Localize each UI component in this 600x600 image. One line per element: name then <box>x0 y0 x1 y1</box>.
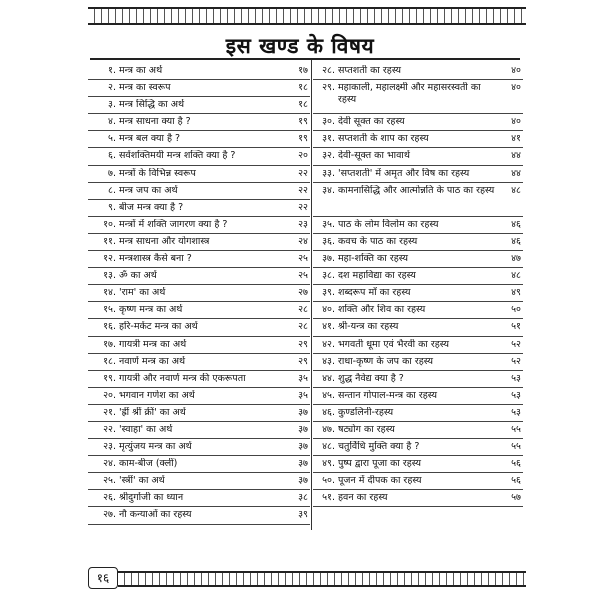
toc-entry-number: ९. <box>108 201 116 213</box>
toc-entry <box>313 371 523 388</box>
toc-entry-title: मन्त्र का अर्थ <box>119 65 163 76</box>
toc-entry <box>313 319 523 336</box>
toc-entry-page: ३५ <box>298 389 308 401</box>
toc-entry-page: २२ <box>298 167 308 179</box>
toc-entry <box>313 490 523 507</box>
toc-entry-number: १८. <box>103 355 116 367</box>
toc-entry-page: ३८ <box>298 492 308 504</box>
toc-entry <box>88 183 310 200</box>
toc-entry-number: २३. <box>103 441 116 453</box>
toc-entry-page: ४० <box>511 116 521 128</box>
toc-entry-number: २६. <box>103 492 116 504</box>
toc-entry-title: मन्त्रों में शक्ति जागरण क्या है ? <box>119 218 228 230</box>
toc-entry <box>313 405 523 422</box>
toc-entry-number: ११. <box>103 235 116 247</box>
toc-entry-number: १. <box>108 65 116 76</box>
toc-entry <box>313 148 523 165</box>
toc-entry-number: ३५. <box>322 218 335 230</box>
toc-entry-title: नवार्ण मन्त्र का अर्थ <box>119 355 186 367</box>
toc-entry <box>88 490 310 507</box>
toc-entry-number: ३२. <box>322 150 335 162</box>
toc-entry-title: मन्त्रों के विभिन्न स्वरूप <box>119 167 196 179</box>
toc-entry-title: 'राम' का अर्थ <box>119 287 166 299</box>
toc-entry-title: मन्त्र जप का अर्थ <box>119 184 178 196</box>
toc-entry-page: ५३ <box>511 406 521 418</box>
toc-entry <box>313 456 523 473</box>
toc-entry-number: ४१. <box>322 321 335 333</box>
toc-entry-number: ३६. <box>322 235 335 247</box>
toc-entry-title: भगवान गणेश का अर्थ <box>119 389 195 401</box>
toc-entry-number: ४७. <box>322 423 335 435</box>
toc-entry <box>88 302 310 319</box>
toc-entry <box>313 183 523 217</box>
toc-entry-number: १३. <box>103 270 116 282</box>
right-contents-column <box>313 63 523 507</box>
toc-entry-page: ३७ <box>298 458 308 470</box>
toc-entry <box>313 234 523 251</box>
toc-entry-page: १८ <box>298 99 308 111</box>
toc-entry-title: गायत्री और नवार्ण मन्त्र की एकरूपता <box>119 372 246 384</box>
toc-entry <box>88 371 310 388</box>
toc-entry-number: ३. <box>108 99 116 111</box>
left-contents-column <box>88 63 310 525</box>
toc-entry-number: २४. <box>103 458 116 470</box>
toc-entry <box>88 319 310 336</box>
toc-entry-page: २९ <box>298 355 308 367</box>
toc-entry-number: १७. <box>103 338 116 350</box>
toc-entry-title: कामनासिद्धि और आत्मोन्नति के पाठ का रहस्य <box>338 184 495 196</box>
toc-entry-title: मन्त्र बल क्या है ? <box>119 133 181 145</box>
toc-entry-page: ५६ <box>511 458 521 470</box>
toc-entry-title: 'स्वाहा' का अर्थ <box>119 423 173 435</box>
toc-entry-title: मन्त्र साधना क्या है ? <box>119 116 191 128</box>
toc-entry-page: २० <box>298 150 308 162</box>
toc-entry <box>88 456 310 473</box>
toc-entry-page: ३७ <box>298 475 308 487</box>
toc-entry-number: २. <box>108 82 116 94</box>
toc-entry <box>313 251 523 268</box>
toc-entry-number: २७. <box>103 509 116 521</box>
toc-entry-page: २७ <box>298 287 308 299</box>
toc-entry-number: ५१. <box>322 492 335 504</box>
toc-entry-title: सर्वशक्तिमयी मन्त्र शक्ति क्या है ? <box>119 150 236 162</box>
toc-entry <box>313 439 523 456</box>
toc-entry <box>88 439 310 456</box>
toc-entry-title: शक्ति और शिव का रहस्य <box>338 304 426 316</box>
toc-entry-page: ४६ <box>511 235 521 247</box>
toc-entry-title: महाकाली, महालक्ष्मी और महासरस्वती का रहस्य <box>338 82 481 106</box>
toc-entry-title: सन्तान गोपाल-मन्त्र का रहस्य <box>338 389 437 401</box>
toc-entry <box>88 114 310 131</box>
toc-entry-number: ४२. <box>322 338 335 350</box>
toc-entry-number: २०. <box>103 389 116 401</box>
toc-entry-title: बीज मन्त्र क्या है ? <box>119 201 184 213</box>
toc-entry-page: २९ <box>298 338 308 350</box>
toc-entry <box>88 268 310 285</box>
toc-entry-page: १९ <box>298 133 308 145</box>
toc-entry-page: ५३ <box>511 389 521 401</box>
toc-entry-title: 'सप्तशती' में अमृत और विष का रहस्य <box>338 167 470 179</box>
title-divider <box>90 58 520 60</box>
toc-entry <box>88 234 310 251</box>
toc-entry-title: दश महाविद्या का रहस्य <box>338 270 416 282</box>
toc-entry-number: १९. <box>103 372 116 384</box>
toc-entry-page: ४९ <box>511 287 521 299</box>
toc-entry-page: २२ <box>298 184 308 196</box>
toc-entry-number: ३०. <box>322 116 335 128</box>
column-divider <box>311 60 312 530</box>
toc-entry-page: ४६ <box>511 218 521 230</box>
toc-entry-title: मन्त्रशास्त्र कैसे बना ? <box>119 253 192 265</box>
toc-entry-page: ४८ <box>511 270 521 282</box>
toc-entry-title: देवी-सूक्त का भावार्थ <box>338 150 410 162</box>
toc-entry-page: ५२ <box>511 355 521 367</box>
toc-entry-title: मन्त्र साधना और योगशास्त्र <box>119 235 210 247</box>
toc-entry <box>313 114 523 131</box>
toc-entry <box>88 97 310 114</box>
toc-entry-title: नौ कन्याओं का रहस्य <box>119 509 192 521</box>
toc-entry-title: कृष्ण मन्त्र का अर्थ <box>119 304 183 316</box>
toc-entry-number: २९. <box>322 82 335 94</box>
toc-entry-page: १७ <box>298 65 308 76</box>
toc-entry-number: ४५. <box>322 389 335 401</box>
toc-entry-number: ४. <box>108 116 116 128</box>
toc-entry-number: ३३. <box>322 167 335 179</box>
toc-entry-title: देवी सूक्त का रहस्य <box>338 116 405 128</box>
toc-entry-number: २१. <box>103 406 116 418</box>
toc-entry-page: ५१ <box>511 321 521 333</box>
toc-entry-page: ४१ <box>511 133 521 145</box>
toc-entry-page: ५० <box>511 304 521 316</box>
toc-entry-title: शब्दरूप माँ का रहस्य <box>338 287 411 299</box>
toc-entry-title: मन्त्र सिद्धि का अर्थ <box>119 99 185 111</box>
toc-entry <box>88 251 310 268</box>
toc-entry-number: २५. <box>103 475 116 487</box>
toc-entry-page: ५५ <box>511 423 521 435</box>
toc-entry-title: श्रीदुर्गाजी का ध्यान <box>119 492 184 504</box>
toc-entry-page: ४४ <box>511 167 521 179</box>
toc-entry-page: ३७ <box>298 406 308 418</box>
toc-entry <box>88 80 310 97</box>
toc-entry <box>313 166 523 183</box>
top-decorative-border <box>88 7 526 25</box>
toc-entry <box>313 268 523 285</box>
toc-entry-number: ३९. <box>322 287 335 299</box>
toc-entry-title: मन्त्र का स्वरूप <box>119 82 171 94</box>
toc-entry <box>88 507 310 524</box>
toc-entry <box>88 422 310 439</box>
toc-entry <box>88 217 310 234</box>
toc-entry-page: ३७ <box>298 441 308 453</box>
toc-entry <box>88 473 310 490</box>
toc-entry-number: ५०. <box>322 475 335 487</box>
toc-entry-title: कुण्डलिनी-रहस्य <box>338 406 394 418</box>
toc-entry <box>88 285 310 302</box>
toc-entry-page: २८ <box>298 304 308 316</box>
toc-entry-number: ५. <box>108 133 116 145</box>
bottom-decorative-border <box>118 571 526 587</box>
toc-entry-title: चतुर्विधि मुक्ति क्या है ? <box>338 441 420 453</box>
toc-entry-title: 'ह्रीं श्रीं क्रीं' का अर्थ <box>119 406 186 418</box>
toc-entry-title: शुद्ध नैवेद्य क्या है ? <box>338 372 404 384</box>
toc-entry-page: २५ <box>298 270 308 282</box>
toc-entry-number: ३१. <box>322 133 335 145</box>
toc-entry-title: पुष्प द्वारा पूजा का रहस्य <box>338 458 421 470</box>
toc-entry <box>313 354 523 371</box>
toc-entry-page: ३५ <box>298 372 308 384</box>
toc-entry-page: ४८ <box>511 184 521 196</box>
toc-entry-page: १८ <box>298 82 308 94</box>
toc-entry <box>88 131 310 148</box>
toc-entry-number: २२. <box>103 423 116 435</box>
toc-entry-page: २८ <box>298 321 308 333</box>
toc-entry-title: कवच के पाठ का रहस्य <box>338 235 418 247</box>
toc-entry-page: ४० <box>511 82 521 94</box>
toc-entry <box>313 473 523 490</box>
toc-entry-title: सप्तशती का रहस्य <box>338 65 402 76</box>
toc-entry-title: श्री-यन्त्र का रहस्य <box>338 321 399 333</box>
toc-entry <box>313 285 523 302</box>
toc-entry-page: ५७ <box>511 492 521 504</box>
toc-entry-page: ३७ <box>298 423 308 435</box>
toc-entry-number: ८. <box>108 184 116 196</box>
toc-entry-number: ४९. <box>322 458 335 470</box>
toc-entry <box>313 80 523 114</box>
toc-entry <box>88 166 310 183</box>
toc-entry-page: ५३ <box>511 372 521 384</box>
toc-entry-title: सप्तशती के शाप का रहस्य <box>338 133 429 145</box>
toc-entry-number: १०. <box>103 218 116 230</box>
toc-entry-title: काम-बीज (क्लीं) <box>119 458 178 470</box>
toc-entry-title: गायत्री मन्त्र का अर्थ <box>119 338 187 350</box>
toc-entry <box>88 337 310 354</box>
toc-entry-number: ४८. <box>322 441 335 453</box>
toc-entry-page: २२ <box>298 201 308 213</box>
toc-entry <box>88 200 310 217</box>
toc-entry-number: १६. <box>103 321 116 333</box>
toc-entry-page: ४० <box>511 65 521 76</box>
toc-entry-page: १९ <box>298 116 308 128</box>
toc-entry <box>313 217 523 234</box>
toc-entry-title: 'स्त्रीं' का अर्थ <box>119 475 165 487</box>
toc-entry-number: २८. <box>322 65 335 76</box>
toc-entry-page: ५५ <box>511 441 521 453</box>
toc-entry-title: पूजन में दीपक का रहस्य <box>338 475 422 487</box>
toc-entry <box>88 148 310 165</box>
toc-entry-page: ४७ <box>511 253 521 265</box>
toc-entry-number: ४६. <box>322 406 335 418</box>
page-number: १६ <box>88 567 118 589</box>
toc-entry-number: १४. <box>103 287 116 299</box>
toc-entry <box>88 388 310 405</box>
toc-entry <box>88 405 310 422</box>
toc-entry-title: भगवती धूमा एवं भैरवी का रहस्य <box>338 338 450 350</box>
toc-entry-page: ३९ <box>298 509 308 521</box>
toc-entry-number: ६. <box>108 150 116 162</box>
toc-entry-page: २४ <box>298 235 308 247</box>
toc-entry <box>313 422 523 439</box>
toc-entry <box>313 337 523 354</box>
toc-entry-title: महा-शक्ति का रहस्य <box>338 253 408 265</box>
toc-entry-number: ४४. <box>322 372 335 384</box>
toc-entry-number: ३४. <box>322 184 335 196</box>
toc-entry-number: ३७. <box>322 253 335 265</box>
toc-entry-number: ३८. <box>322 270 335 282</box>
toc-entry <box>313 131 523 148</box>
toc-entry-title: ॐ का अर्थ <box>119 270 157 282</box>
toc-entry-page: ५६ <box>511 475 521 487</box>
toc-entry <box>88 63 310 80</box>
toc-entry-title: हवन का रहस्य <box>338 492 388 504</box>
toc-entry-number: ४०. <box>322 304 335 316</box>
toc-entry-number: १५. <box>103 304 116 316</box>
page-title: इस खण्ड के विषय <box>225 34 375 58</box>
toc-entry-number: ७. <box>108 167 116 179</box>
toc-entry <box>313 63 523 80</box>
toc-entry-title: पाठ के लोम विलोम का रहस्य <box>338 218 439 230</box>
toc-entry <box>313 388 523 405</box>
toc-entry-page: ४४ <box>511 150 521 162</box>
toc-entry-title: षट्योग का रहस्य <box>338 423 395 435</box>
toc-entry-page: २५ <box>298 253 308 265</box>
toc-entry-number: १२. <box>103 253 116 265</box>
toc-entry-page: ५२ <box>511 338 521 350</box>
toc-entry <box>313 302 523 319</box>
toc-entry-title: मृत्युंजय मन्त्र का अर्थ <box>119 441 192 453</box>
toc-entry-page: २३ <box>298 218 308 230</box>
toc-entry <box>88 354 310 371</box>
toc-entry-title: हरि-मर्कट मन्त्र का अर्थ <box>119 321 198 333</box>
toc-entry-number: ४३. <box>322 355 335 367</box>
toc-entry-title: राधा-कृष्ण के जप का रहस्य <box>338 355 434 367</box>
